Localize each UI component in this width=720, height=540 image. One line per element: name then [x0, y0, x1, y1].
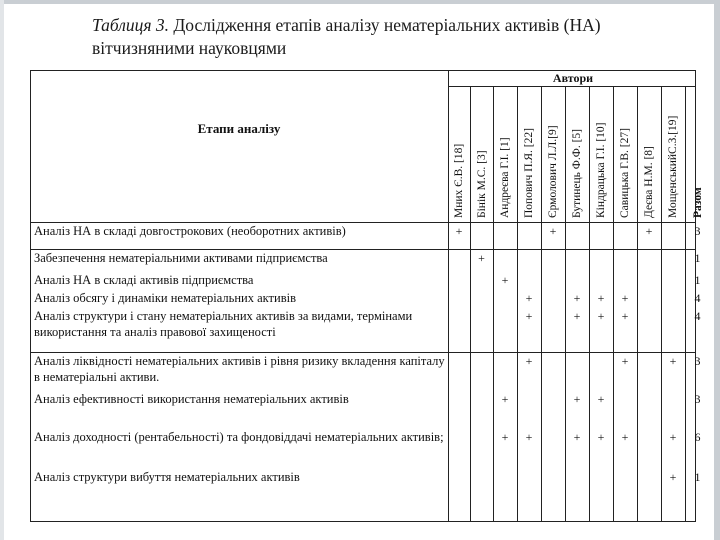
plus-mark: +: [669, 470, 677, 484]
plus-mark: +: [669, 430, 677, 444]
stage-label: Аналіз НА в складі активів підприємства: [34, 273, 254, 287]
stage-label: Аналіз обсягу і динаміки нематеріальних активів: [34, 291, 296, 305]
row-total: 3: [694, 354, 701, 368]
plus-mark: +: [621, 354, 629, 368]
plus-mark: +: [525, 291, 533, 305]
stage-label: Аналіз ліквідності нематеріальних активів і рівня ризику вкладення капіталу в нематеріальні активи.: [34, 354, 445, 384]
plus-mark: +: [478, 251, 485, 265]
authors-header: Автори: [552, 71, 594, 85]
slide-right-border: [714, 0, 720, 540]
author-column-header: Єрмолович Л.Л.[9]: [547, 125, 559, 218]
stage-label: Аналіз структури вибуття нематеріальних активів: [34, 470, 300, 484]
author-column-header: МощенськийС.З.[19]: [667, 115, 679, 218]
plus-mark: +: [501, 273, 509, 287]
table-title-text: Дослідження етапів аналізу нематеріальних активів (НА): [168, 15, 601, 35]
table-border-bottom: [30, 521, 696, 522]
stage-label: Аналіз структури і стану нематеріальних активів за видами, термінами використання та аналіз правової захищеності: [34, 309, 413, 339]
column-divider: [470, 86, 471, 522]
row-total: 1: [694, 251, 701, 265]
slide-top-border: [0, 0, 720, 4]
table-title: [92, 14, 702, 60]
plus-mark: +: [549, 224, 557, 238]
header-bottom-divider: [30, 222, 696, 223]
stage-label: Аналіз доходності (рентабельності) та фондовіддачі нематеріальних активів;: [34, 430, 444, 444]
table-title-label: Таблиця 3.: [92, 15, 169, 35]
author-column-header: Савицька Г.В. [27]: [619, 128, 631, 218]
row-total: 4: [694, 309, 701, 323]
column-divider: [685, 86, 686, 522]
author-column-header: Бутинець Ф.Ф. [5]: [571, 129, 583, 218]
plus-mark: +: [621, 309, 629, 323]
column-divider: [493, 86, 494, 522]
row-total: 3: [694, 392, 701, 406]
total-column-header: Разом: [691, 187, 704, 218]
plus-mark: +: [645, 224, 653, 238]
plus-mark: +: [573, 291, 581, 305]
author-column-header: Андреєва Г.І. [1]: [499, 137, 511, 218]
column-divider: [565, 86, 566, 522]
authors-header-divider: [448, 86, 696, 87]
stage-label: Забезпечення нематеріальними активами підприємства: [34, 251, 328, 265]
row-total: 3: [694, 224, 701, 238]
author-column-header: Кіндрацька Г.І. [10]: [595, 122, 607, 218]
plus-mark: +: [621, 430, 629, 444]
plus-mark: +: [597, 430, 605, 444]
table-border-top: [30, 70, 696, 71]
plus-mark: +: [597, 291, 605, 305]
column-divider: [517, 86, 518, 522]
plus-mark: +: [621, 291, 629, 305]
row-total: 4: [694, 291, 701, 305]
author-column-header: Мних Є.В. [18]: [453, 143, 465, 218]
row-total: 1: [694, 470, 701, 484]
table-border-left: [30, 70, 31, 522]
row-total: 1: [694, 273, 701, 287]
slide-left-border: [0, 0, 4, 540]
plus-mark: +: [597, 309, 605, 323]
table-title-text-line2: вітчизняними науковцями: [92, 38, 287, 58]
plus-mark: +: [525, 430, 533, 444]
column-divider: [613, 86, 614, 522]
column-divider: [637, 86, 638, 522]
plus-mark: +: [525, 309, 533, 323]
row-divider: [30, 249, 696, 250]
plus-mark: +: [455, 224, 463, 238]
plus-mark: +: [501, 430, 509, 444]
author-column-header: Бінік М.С. [3]: [475, 150, 488, 218]
plus-mark: +: [573, 392, 581, 406]
analysis-stages-table: [30, 70, 704, 522]
stage-label: Аналіз ефективності використання нематеріальних активів: [34, 392, 349, 406]
stage-label: Аналіз НА в складі довгострокових (необоротних активів): [34, 224, 346, 238]
plus-mark: +: [669, 354, 677, 368]
column-divider: [661, 86, 662, 522]
plus-mark: +: [597, 392, 605, 406]
plus-mark: +: [525, 354, 533, 368]
plus-mark: +: [573, 430, 581, 444]
plus-mark: +: [501, 392, 509, 406]
column-divider: [589, 86, 590, 522]
column-divider: [541, 86, 542, 522]
row-divider: [30, 352, 696, 353]
author-column-header: Попович П.Я. [22]: [523, 128, 535, 218]
plus-mark: +: [573, 309, 581, 323]
stages-header: Етапи аналізу: [197, 121, 281, 136]
column-divider: [448, 70, 449, 522]
author-column-header: Деєва Н.М. [8]: [643, 146, 655, 218]
row-total: 6: [694, 430, 701, 444]
